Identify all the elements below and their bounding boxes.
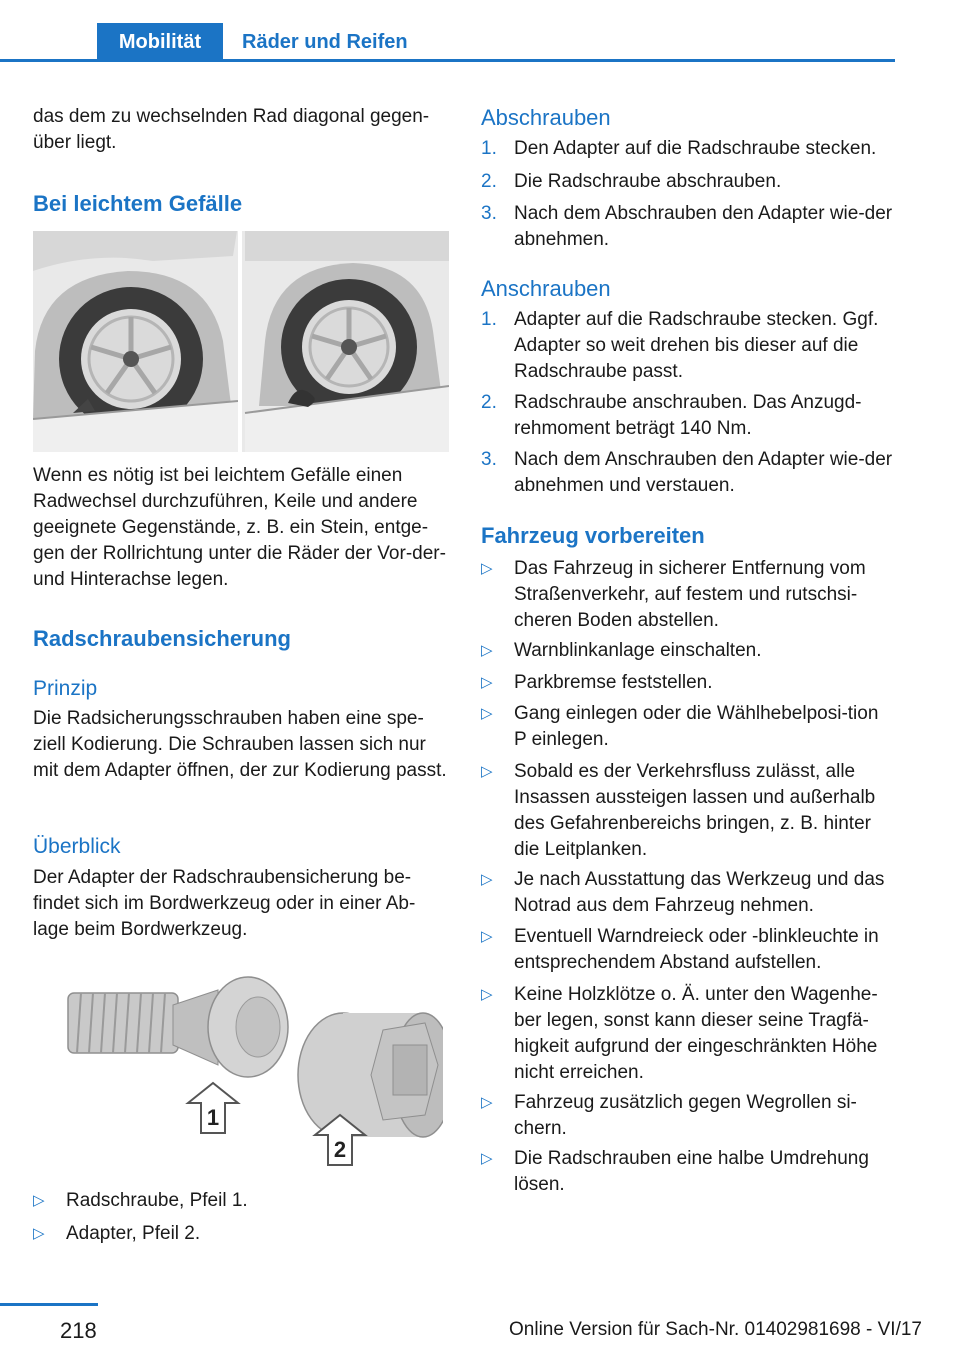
triangle-bullet-icon: ▷ (481, 1094, 493, 1111)
bolt-adapter-illustration (53, 975, 443, 1170)
ueberblick-paragraph: Der Adapter der Radschraubensicherung be-findet sich im Bordwerkzeug oder in einer Ab-lage beim Bordwerkzeug. (33, 867, 416, 940)
tab-mobilitaet[interactable]: Mobilität (97, 23, 223, 62)
wheel-chock-illustration (33, 231, 449, 452)
triangle-bullet-icon: ▷ (481, 763, 493, 780)
triangle-bullet-icon: ▷ (481, 986, 493, 1003)
list-item: ▷ Radschraube, Pfeil 1. (33, 1188, 449, 1214)
heading-anschrauben: Anschrauben (481, 276, 611, 301)
heading-radschraubensicherung: Radschraubensicherung (33, 626, 291, 651)
page-number-rule (0, 1303, 98, 1306)
heading-leichtem-gefaelle: Bei leichtem Gefälle (33, 191, 243, 216)
triangle-bullet-icon: ▷ (481, 928, 493, 945)
triangle-bullet-icon: ▷ (481, 1150, 493, 1167)
heading-abschrauben: Abschrauben (481, 105, 611, 130)
triangle-bullet-icon: ▷ (481, 705, 493, 722)
list-item: ▷ Adapter, Pfeil 2. (33, 1221, 449, 1247)
callout-2: 2 (333, 1137, 347, 1162)
online-version-footer: Online Version für Sach-Nr. 01402981698 - VI/17 (509, 1319, 922, 1340)
heading-prinzip: Prinzip (33, 677, 98, 700)
tab-raeder-und-reifen[interactable]: Räder und Reifen (242, 31, 408, 53)
triangle-bullet-icon: ▷ (33, 1225, 45, 1242)
callout-1: 1 (206, 1105, 220, 1130)
triangle-bullet-icon: ▷ (481, 642, 493, 659)
header-tab-bar (0, 0, 895, 62)
prinzip-paragraph: Die Radsicherungsschrauben haben eine spe-ziell Kodierung. Die Schrauben lassen sich nur mit dem Adapter öffnen, der zur Kodierung passt. (33, 708, 447, 781)
gefaelle-paragraph: Wenn es nötig ist bei leichtem Gefälle einen Radwechsel durchzuführen, Keile und andere geeignete Gegenstände, z. B. ein Stein, entge-gen der Rollrichtung unter die Räder der Vor-der- und Hinterachse legen. (33, 465, 446, 590)
triangle-bullet-icon: ▷ (481, 560, 493, 577)
triangle-bullet-icon: ▷ (33, 1192, 45, 1209)
triangle-bullet-icon: ▷ (481, 674, 493, 691)
heading-ueberblick: Überblick (33, 835, 121, 858)
heading-fahrzeug-vorbereiten: Fahrzeug vorbereiten (481, 523, 705, 548)
header-rule (0, 59, 895, 62)
intro-text: das dem zu wechselnden Rad diagonal gegen-über liegt. (33, 106, 430, 153)
page-number: 218 (60, 1318, 97, 1343)
triangle-bullet-icon: ▷ (481, 871, 493, 888)
